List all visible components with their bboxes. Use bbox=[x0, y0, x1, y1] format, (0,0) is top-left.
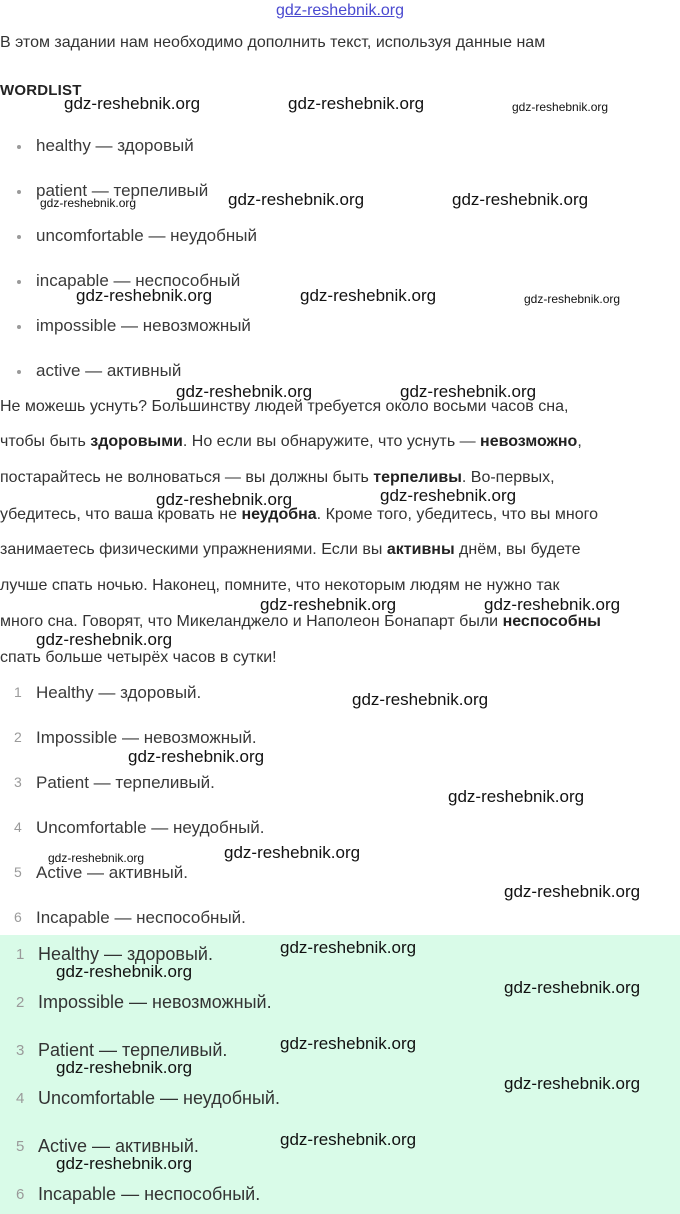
text-line: Не можешь уснуть? Большинству людей требуется около восьми часов сна, bbox=[0, 398, 569, 415]
watermark: gdz-reshebnik.org bbox=[260, 595, 397, 614]
text-line: убедитесь, что ваша кровать не неудобна. Кроме того, убедитесь, что вы много bbox=[0, 506, 598, 523]
watermark: gdz-reshebnik.org bbox=[280, 1130, 417, 1149]
watermark: gdz-reshebnik.org bbox=[48, 851, 145, 865]
watermark: gdz-reshebnik.org bbox=[40, 196, 137, 210]
watermark: gdz-reshebnik.org bbox=[56, 962, 193, 981]
text-line: постарайтесь не волноваться — вы должны быть терпеливы. Во-первых, bbox=[0, 469, 555, 486]
watermark: gdz-reshebnik.org bbox=[64, 94, 201, 113]
watermark: gdz-reshebnik.org bbox=[280, 1034, 417, 1053]
watermark: gdz-reshebnik.org bbox=[400, 382, 537, 401]
watermark: gdz-reshebnik.org bbox=[56, 1058, 193, 1077]
watermark: gdz-reshebnik.org bbox=[504, 1074, 641, 1093]
watermark: gdz-reshebnik.org bbox=[280, 938, 417, 957]
watermark: gdz-reshebnik.org bbox=[524, 292, 621, 306]
watermark: gdz-reshebnik.org bbox=[36, 630, 173, 649]
watermark: gdz-reshebnik.org bbox=[156, 490, 293, 509]
bullet-icon bbox=[17, 370, 21, 374]
watermark: gdz-reshebnik.org bbox=[228, 190, 365, 209]
watermark: gdz-reshebnik.org bbox=[380, 486, 517, 505]
watermark: gdz-reshebnik.org bbox=[504, 978, 641, 997]
bullet-icon bbox=[17, 190, 21, 194]
bullet-icon bbox=[17, 145, 21, 149]
watermark: gdz-reshebnik.org bbox=[56, 1154, 193, 1173]
watermark: gdz-reshebnik.org bbox=[352, 690, 489, 709]
watermark: gdz-reshebnik.org bbox=[224, 843, 361, 862]
text-line: много сна. Говорят, что Микеланджело и Наполеон Бонапарт были неспособны bbox=[0, 613, 601, 630]
text-line: лучше спать ночью. Наконец, помните, что некоторым людям не нужно так bbox=[0, 577, 560, 594]
watermark: gdz-reshebnik.org bbox=[448, 787, 585, 806]
watermark: gdz-reshebnik.org bbox=[452, 190, 589, 209]
watermark: gdz-reshebnik.org bbox=[300, 286, 437, 305]
intro-text: В этом задании нам необходимо дополнить текст, используя данные нам bbox=[0, 34, 546, 51]
bullet-icon bbox=[17, 235, 21, 239]
wordlist-title: WORDLIST bbox=[0, 82, 82, 99]
text-line: спать больше четырёх часов в сутки! bbox=[0, 649, 277, 666]
watermark: gdz-reshebnik.org bbox=[484, 595, 621, 614]
watermark: gdz-reshebnik.org bbox=[128, 747, 265, 766]
bullet-icon bbox=[17, 280, 21, 284]
site-header-link[interactable]: gdz-reshebnik.org bbox=[275, 2, 405, 19]
watermark: gdz-reshebnik.org bbox=[288, 94, 425, 113]
watermark: gdz-reshebnik.org bbox=[512, 100, 609, 114]
text-line: занимаетесь физическими упражнениями. Если вы активны днём, вы будете bbox=[0, 541, 581, 558]
answer-box: 1 Healthy — здоровый. 2 Impossible — невозможный. 3 Patient — терпеливый. 4 Uncomfortable — неудобный. 5 Active — активный. 6 Incapable — неспособный. bbox=[0, 935, 680, 1214]
watermark: gdz-reshebnik.org bbox=[504, 882, 641, 901]
watermark: gdz-reshebnik.org bbox=[76, 286, 213, 305]
bullet-icon bbox=[17, 325, 21, 329]
text-line: чтобы быть здоровыми. Но если вы обнаружите, что уснуть — невозможно, bbox=[0, 433, 582, 450]
watermark: gdz-reshebnik.org bbox=[176, 382, 313, 401]
